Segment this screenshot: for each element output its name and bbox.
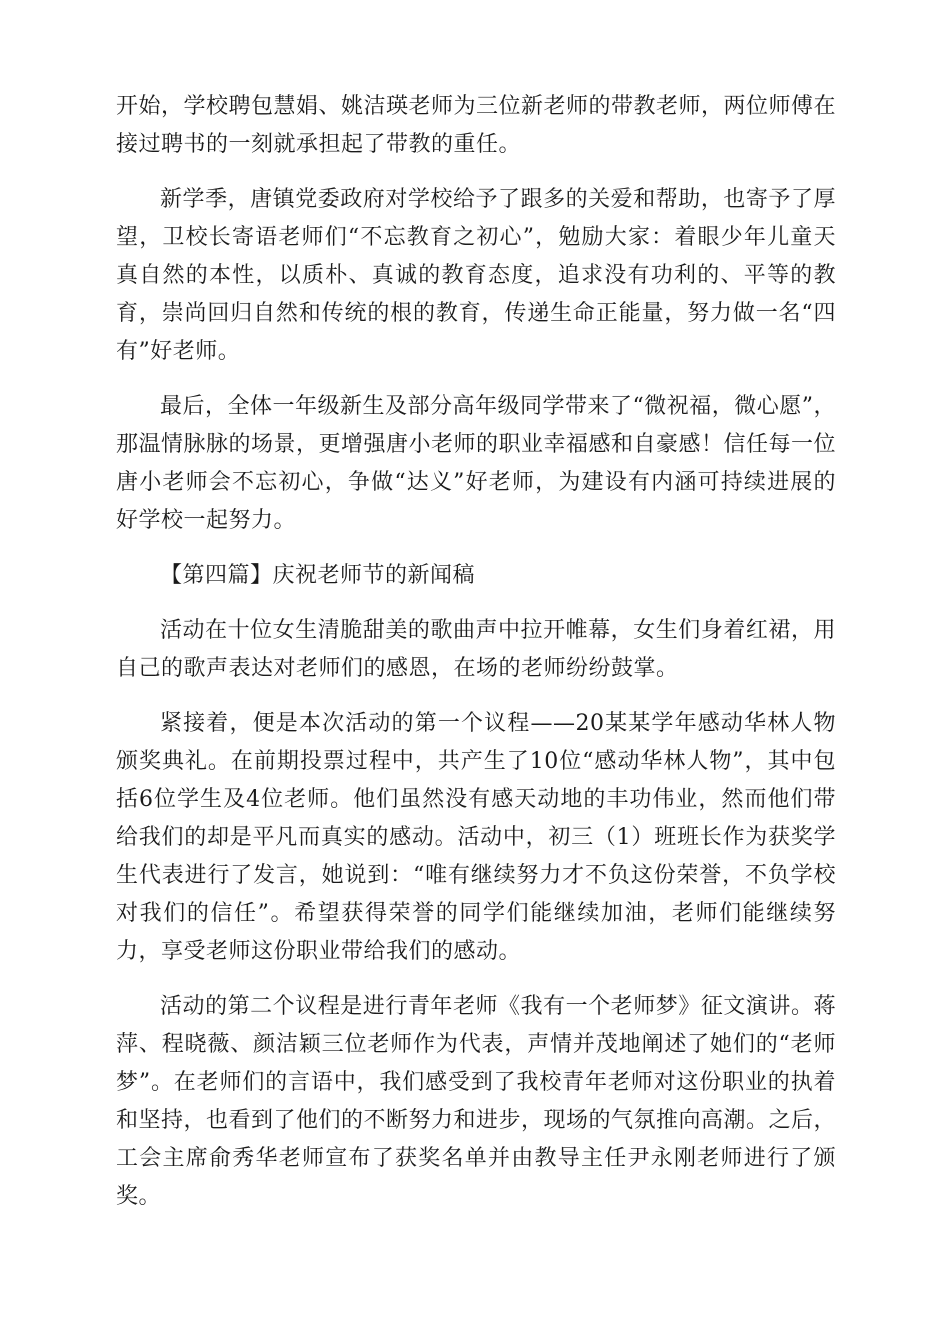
paragraph-new-semester: 新学季，唐镇党委政府对学校给予了跟多的关爱和帮助，也寄予了厚望，卫校长寄语老师们“不忘教育之初心”，勉励大家：着眼少年儿童天真自然的本性，以质朴、真诚的教育态度，追求没有功利的、平等的教育，崇尚回归自然和传统的根的教育，传递生命正能量，努力做一名“四有”好老师。 bbox=[116, 187, 836, 364]
paragraph-essay-speech: 活动的第二个议程是进行青年老师《我有一个老师梦》征文演讲。蒋萍、程晓薇、颜洁颖三位老师作为代表，声情并茂地阐述了她们的“老师梦”。在老师们的言语中，我们感受到了我校青年老师对这份职业的执着和坚持，也看到了他们的不断努力和进步，现场的气氛推向高潮。之后，工会主席俞秀华老师宣布了获奖名单并由教导主任尹永刚老师进行了颁奖。 bbox=[116, 994, 837, 1209]
paragraph-award-ceremony: 紧接着，便是本次活动的第一个议程——20某某学年感动华林人物颁奖典礼。在前期投票过程中，共产生了10位“感动华林人物”，其中包括6位学生及4位老师。他们虽然没有感天动地的丰功伟业，然而他们带给我们的却是平凡而真实的感动。活动中，初三（1）班班长作为获奖学生代表进行了发言，她说到：“唯有继续努力才不负这份荣誉，不负学校对我们的信任”。希望获得荣誉的同学们能继续加油，老师们能继续努力，享受老师这份职业带给我们的感动。 bbox=[116, 711, 836, 964]
paragraph-opening-performance: 活动在十位女生清脆甜美的歌曲声中拉开帷幕，女生们身着红裙，用自己的歌声表达对老师们的感恩，在场的老师纷纷鼓掌。 bbox=[116, 618, 836, 681]
section-heading: 【第四篇】庆祝老师节的新闻稿 bbox=[160, 563, 476, 588]
paragraph-closing: 最后，全体一年级新生及部分高年级同学带来了“微祝福，微心愿”，那温情脉脉的场景，更增强唐小老师的职业幸福感和自豪感！信任每一位唐小老师会不忘初心，争做“达义”好老师，为建设有内涵可持续进展的好学校一起努力。 bbox=[116, 394, 837, 533]
document-page bbox=[116, 88, 836, 1233]
paragraph-continuation: 开始，学校聘包慧娟、姚洁瑛老师为三位新老师的带教老师，两位师傅在接过聘书的一刻就承担起了带教的重任。 bbox=[116, 94, 837, 157]
